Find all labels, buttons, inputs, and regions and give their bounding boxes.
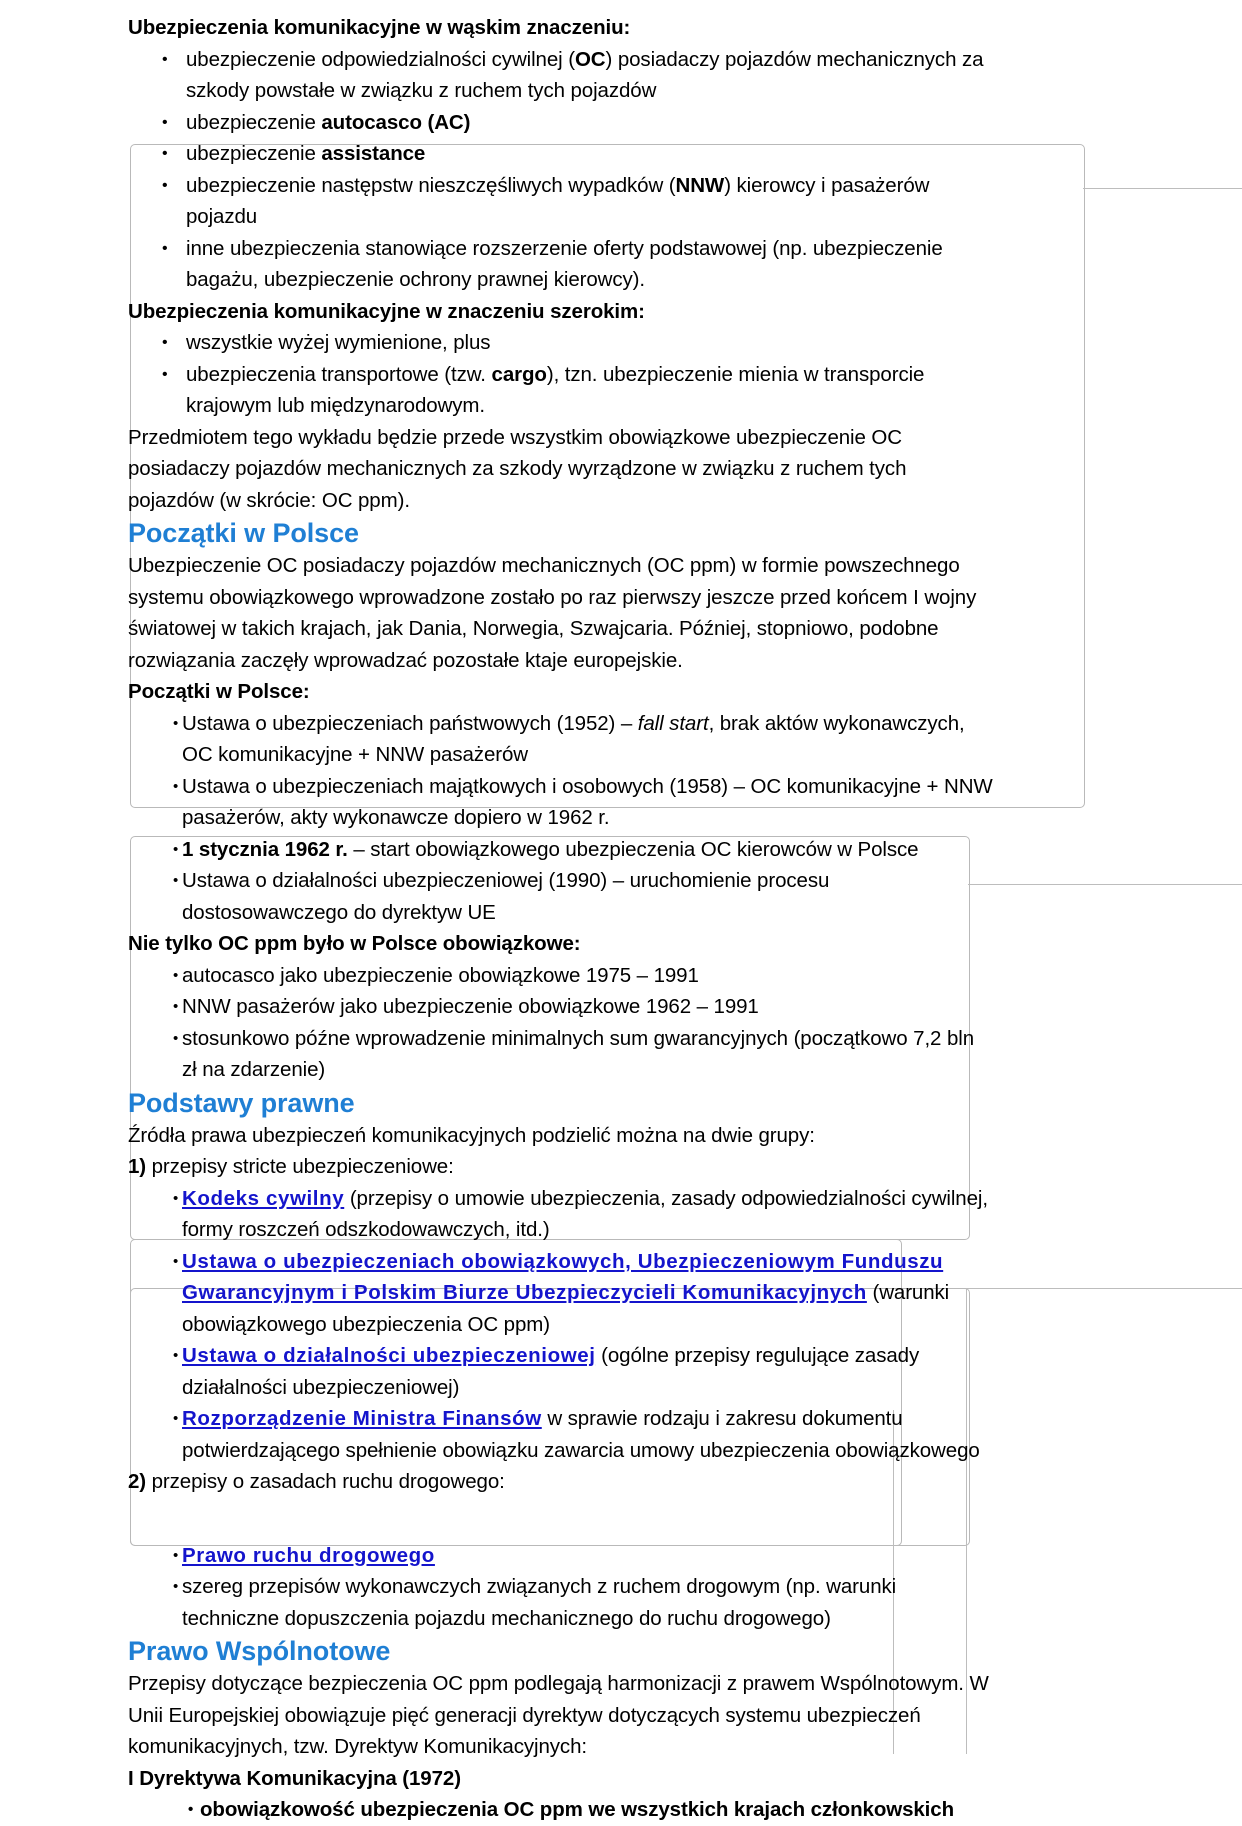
item-emphasis: autocasco (AC)	[321, 110, 471, 134]
list-item	[128, 865, 994, 928]
item-italic: fall start	[637, 711, 709, 735]
list-item: • stosunkowo późne wprowadzenie minimalnych sum gwarancyjnych (początkowo 7,2 bln zł na zdarzenie)	[128, 1023, 994, 1086]
item-text: ubezpieczenie następstw nieszczęśliwych wypadków (	[186, 173, 676, 197]
section-heading-legal-basis: Podstawy prawne	[128, 1087, 355, 1118]
item-emphasis: 1 stycznia 1962 r.	[182, 837, 348, 861]
section-heading-community-law: Prawo Wspólnotowe	[128, 1636, 391, 1666]
item-text-tail: , brak aktów wykonawczych, OC komunikacyjne + NNW pasażerów	[182, 711, 965, 766]
item-text-tail: ) posiadaczy pojazdów mechanicznych za szkody powstałe w związku z ruchem tych pojazdów	[186, 47, 984, 102]
spacer	[128, 1498, 994, 1540]
list-mandatory-insurances	[128, 960, 994, 1086]
item-text-tail: ), tzn. ubezpieczenie mienia w transporcie krajowym lub międzynarodowym.	[186, 362, 925, 417]
item-text: Ustawa o ubezpieczeniach państwowych (1952) –	[182, 711, 638, 735]
link-ustawa-ubezpieczenia-obowiazkowe[interactable]: Ustawa o ubezpieczeniach obowiązkowych, Ubezpieczeniowym Funduszu Gwarancyjnym i Polskim Biurze Ubezpieczycieli Komunikacyjnych	[182, 1249, 944, 1304]
item-text-tail: (przepisy o umowie ubezpieczenia, zasady odpowiedzialności cywilnej, formy roszczeń odszkodowawczych, itd.)	[182, 1186, 988, 1241]
list-item	[128, 1246, 994, 1341]
list-item	[128, 834, 994, 866]
item-text-tail: (warunki obowiązkowego ubezpieczenia OC ppm)	[182, 1281, 950, 1336]
item-emphasis: NNW	[675, 173, 725, 197]
item-text: ubezpieczenia transportowe (tzw.	[186, 362, 492, 386]
item-text: ubezpieczenie odpowiedzialności cywilnej (	[186, 47, 575, 71]
item-text-tail: (ogólne przepisy regulujące zasady działalności ubezpieczeniowej)	[182, 1344, 920, 1399]
list-item: • NNW pasażerów jako ubezpieczenie obowiązkowe 1962 – 1991	[128, 991, 994, 1023]
section-heading-beginnings: Początki w Polsce	[128, 518, 359, 548]
link-ustawa-dzialalnosc-ubezpieczeniowa[interactable]: Ustawa o działalności ubezpieczeniowej	[182, 1344, 596, 1367]
heading-beginnings-poland: Początki w Polsce:	[128, 680, 310, 703]
group-label: przepisy o zasadach ruchu drogowego:	[146, 1470, 505, 1493]
item-text: inne ubezpieczenia stanowiące rozszerzenie oferty podstawowej (np. ubezpieczenie bagażu, ubezpieczenie ochrony prawnej kierowcy).	[186, 236, 943, 291]
item-text-tail: – start obowiązkowego ubezpieczenia OC kierowców w Polsce	[347, 837, 919, 861]
heading-broad-meaning: Ubezpieczenia komunikacyjne w znaczeniu szerokim:	[128, 299, 645, 323]
list-item: • obowiązkowość ubezpieczenia OC ppm we wszystkich krajach członkowskich	[128, 1794, 994, 1826]
paragraph-beginnings-intro: Ubezpieczenie OC posiadaczy pojazdów mechanicznych (OC ppm) w formie powszechnego systemu obowiązkowego wprowadzone zostało po raz pierwszy jeszcze przed końcem I wojny światowej w takich krajach, jak Dania, Norwegia, Szwajcaria. Później, stopniowo, podobne rozwiązania zaczęły wprowadzać pozostałe ktaje europejskie.	[128, 554, 977, 672]
link-prawo-ruchu-drogowego[interactable]: Prawo ruchu drogowego	[182, 1543, 435, 1567]
paragraph-legal-intro: Źródła prawa ubezpieczeń komunikacyjnych podzielić można na dwie grupy:	[128, 1123, 815, 1147]
item-text-tail: ) kierowcy i pasażerów pojazdu	[186, 173, 930, 228]
list-item	[128, 1183, 994, 1246]
list-legal-group-2	[128, 1540, 994, 1635]
list-narrow-meaning	[128, 44, 994, 296]
item-text: ubezpieczenie	[186, 142, 322, 165]
group-label: przepisy stricte ubezpieczeniowe:	[146, 1155, 454, 1178]
list-legal-group-1	[128, 1183, 994, 1467]
list-item	[128, 138, 994, 170]
document-body	[128, 12, 994, 1826]
list-item	[128, 170, 994, 233]
list-item	[128, 1340, 994, 1403]
list-item	[128, 327, 994, 359]
item-text: wszystkie wyżej wymienione, plus	[186, 331, 491, 354]
label-group-1	[128, 1151, 994, 1183]
list-first-directive	[128, 1794, 994, 1826]
heading-mandatory-insurances: Nie tylko OC ppm było w Polsce obowiązkowe:	[128, 932, 581, 955]
group-number: 2)	[128, 1470, 147, 1493]
list-item	[128, 44, 994, 107]
heading-first-directive: I Dyrektywa Komunikacyjna (1972)	[128, 1766, 461, 1790]
item-text-tail: w sprawie rodzaju i zakresu dokumentu potwierdzającego spełnienie obowiązku zawarcia umowy ubezpieczenia obowiązkowego	[182, 1407, 980, 1462]
list-item	[128, 359, 994, 422]
list-item	[128, 1540, 994, 1572]
item-text: ubezpieczenie	[186, 110, 322, 134]
item-emphasis: cargo	[491, 362, 547, 386]
item-emphasis: OC	[574, 47, 606, 71]
paragraph-community-intro: Przepisy dotyczące bezpieczenia OC ppm podlegają harmonizacji z prawem Wspólnotowym. W Unii Europejskiej obowiązuje pięć generacji dyrektyw dotyczących systemu ubezpieczeń komunikacyjnych, tzw. Dyrektyw Komunikacyjnych:	[128, 1672, 989, 1758]
list-beginnings	[128, 708, 994, 929]
list-item	[128, 708, 994, 771]
link-kodeks-cywilny[interactable]: Kodeks cywilny	[182, 1186, 345, 1210]
group-number: 1)	[128, 1155, 147, 1178]
paragraph-lecture-subject: Przedmiotem tego wykładu będzie przede wszystkim obowiązkowe ubezpieczenie OC posiadaczy pojazdów mechanicznych za szkody wyrządzone w związku z ruchem tych pojazdów (w skrócie: OC ppm).	[128, 425, 907, 512]
item-emphasis: assistance	[321, 142, 426, 165]
list-item	[128, 1403, 994, 1466]
list-broad-meaning	[128, 327, 994, 422]
list-item	[128, 233, 994, 296]
list-item	[128, 107, 994, 139]
link-rozporzadzenie-ministra-finansow[interactable]: Rozporządzenie Ministra Finansów	[182, 1407, 542, 1430]
label-group-2	[128, 1466, 994, 1498]
overlay-rule-1	[1083, 188, 1242, 189]
list-item	[128, 771, 994, 834]
list-item: • autocasco jako ubezpieczenie obowiązkowe 1975 – 1991	[128, 960, 994, 992]
list-item: • szereg przepisów wykonawczych związanych z ruchem drogowym (np. warunki techniczne dopuszczenia pojazdu mechanicznego do ruchu drogowego)	[128, 1571, 994, 1634]
heading-narrow-meaning: Ubezpieczenia komunikacyjne w wąskim znaczeniu:	[128, 16, 631, 39]
item-text: Ustawa o działalności ubezpieczeniowej (1990) – uruchomienie procesu dostosowawczego do dyrektyw UE	[182, 869, 830, 924]
item-text: Ustawa o ubezpieczeniach majątkowych i osobowych (1958) – OC komunikacyjne + NNW pasażerów, akty wykonawcze dopiero w 1962 r.	[182, 774, 993, 829]
overlay-rule-2	[968, 884, 1242, 885]
